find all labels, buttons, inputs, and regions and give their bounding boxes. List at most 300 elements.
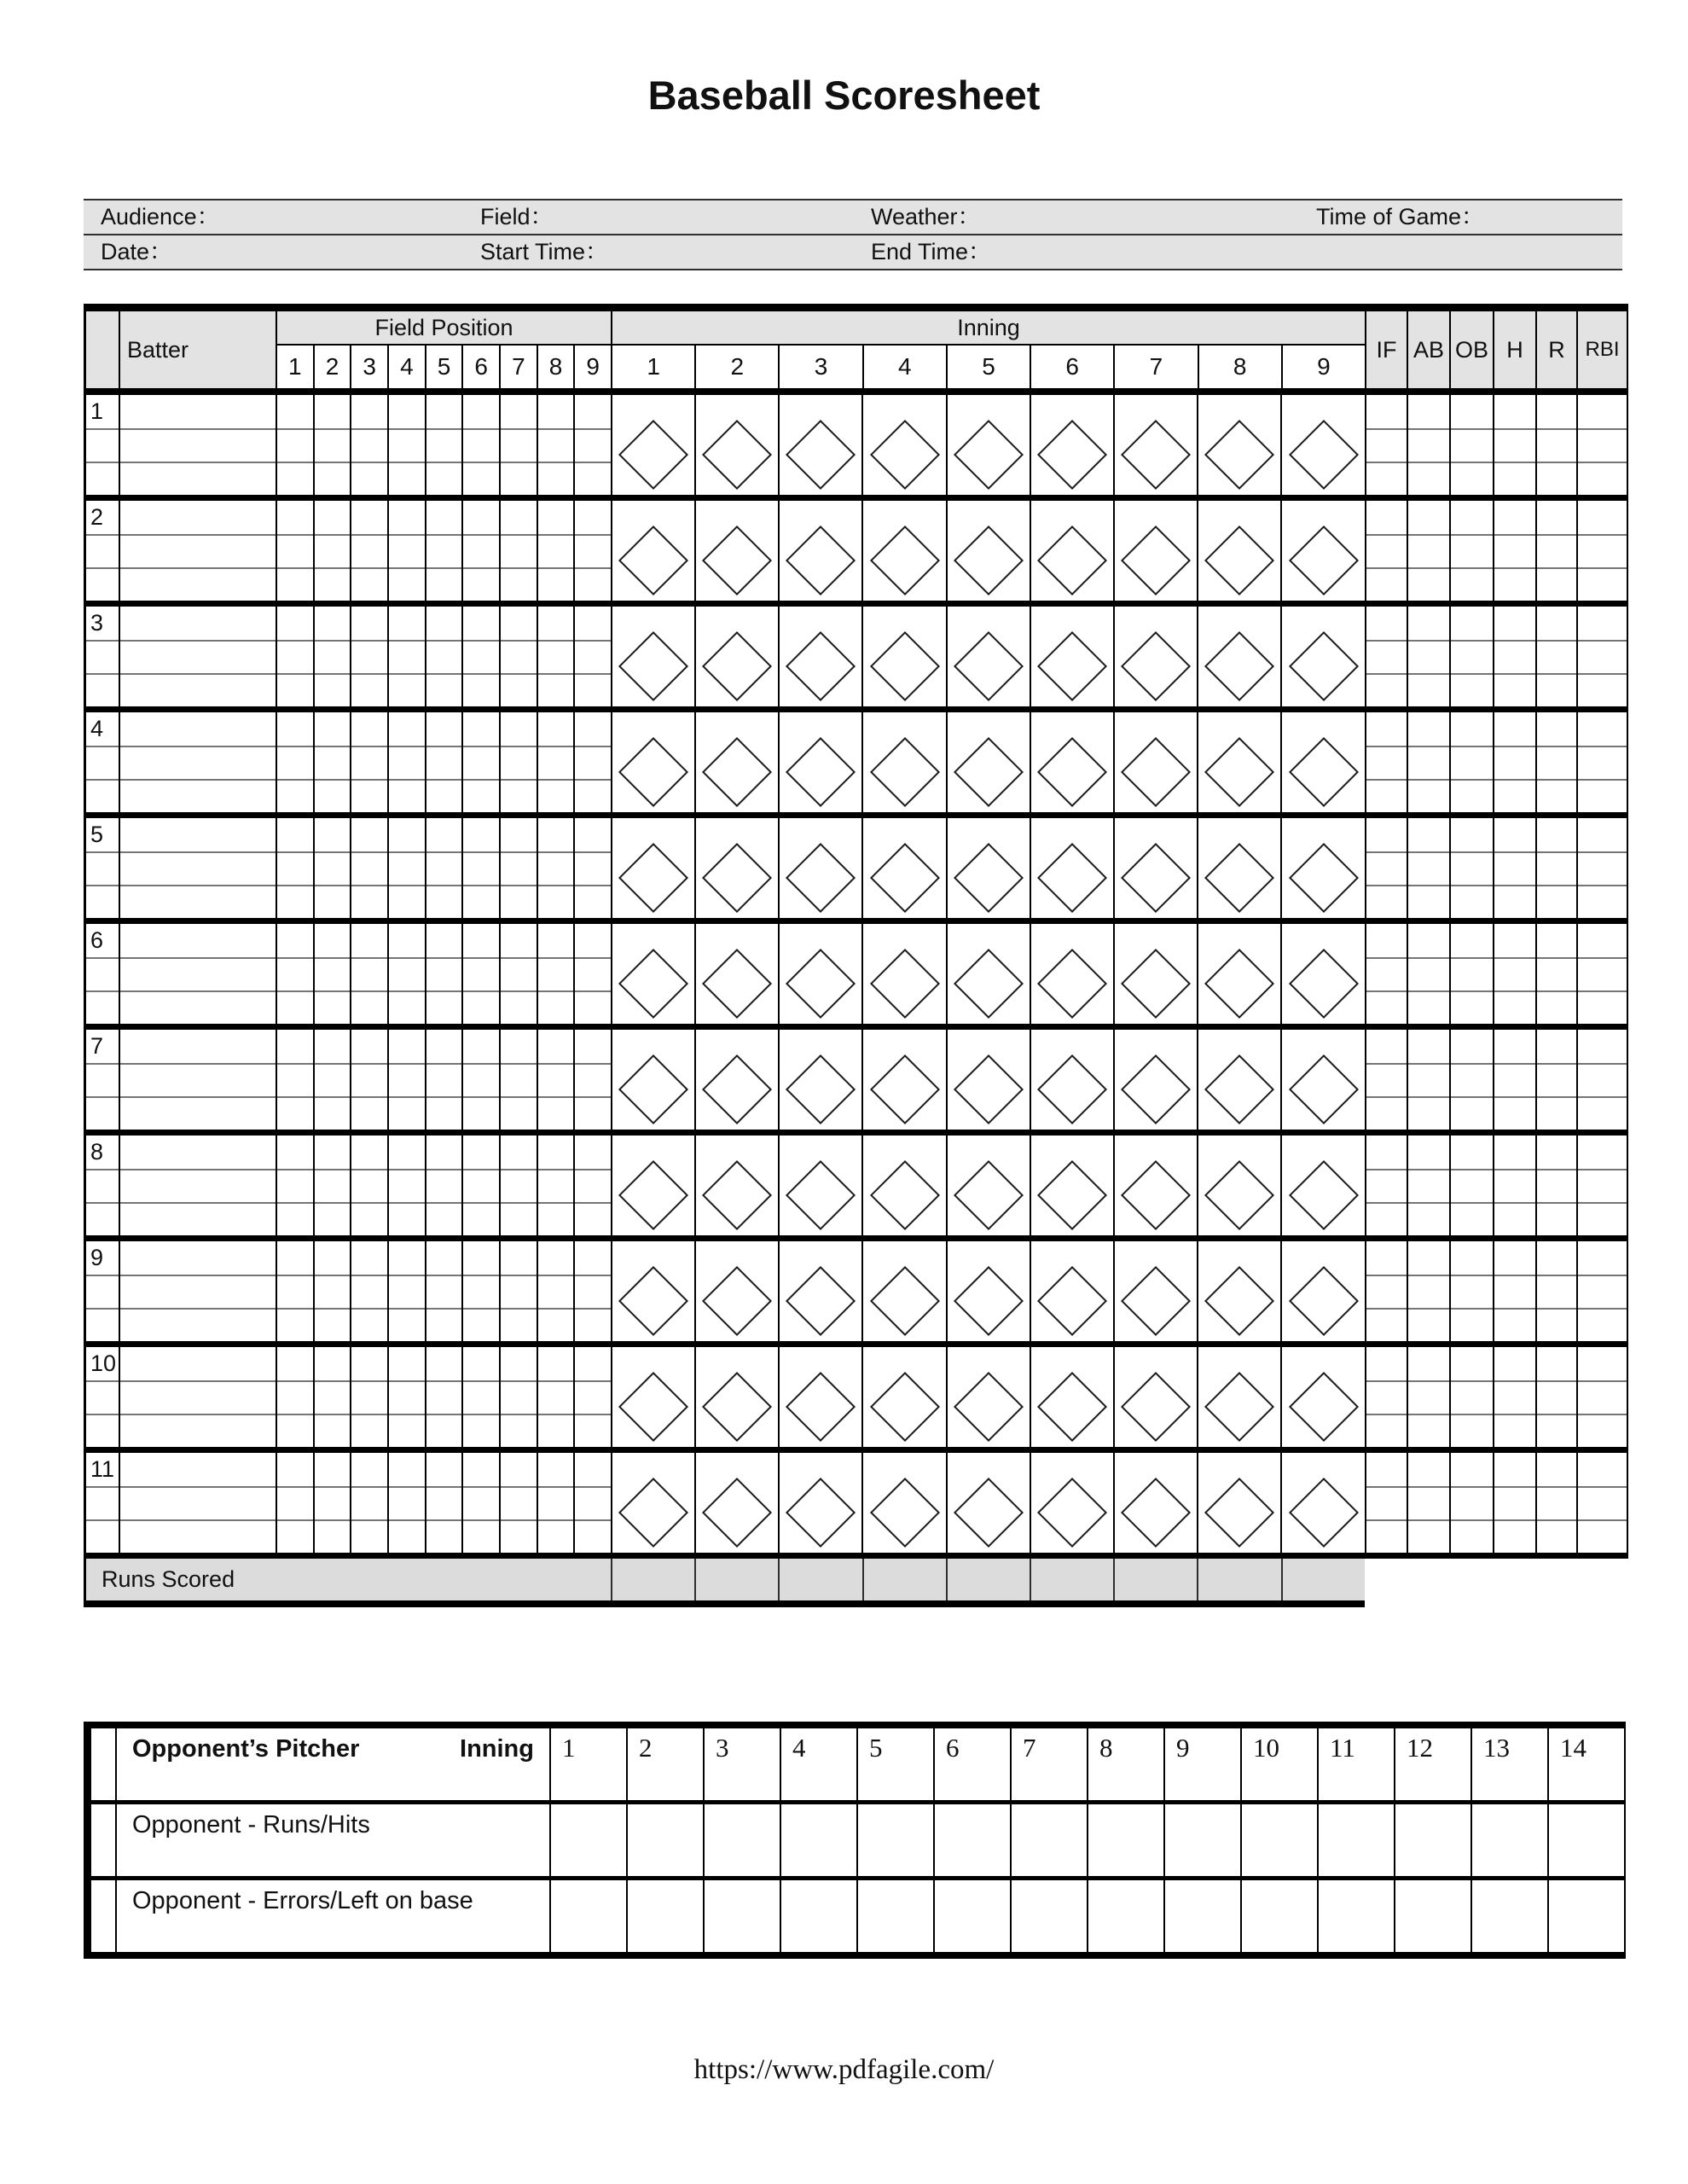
- inning-scoring-cell[interactable]: [946, 1347, 1030, 1447]
- stat-cell-r[interactable]: [1535, 1241, 1576, 1341]
- opponent-runs-hits-cell[interactable]: [1547, 1804, 1624, 1876]
- field-position-cell[interactable]: [499, 1453, 537, 1553]
- inning-scoring-cell[interactable]: [778, 1030, 861, 1130]
- field-position-cell[interactable]: [276, 924, 313, 1024]
- field-position-cell[interactable]: [537, 395, 574, 495]
- inning-scoring-cell[interactable]: [861, 1453, 945, 1553]
- stat-cell-if[interactable]: [1365, 924, 1407, 1024]
- stat-cell-ob[interactable]: [1449, 395, 1493, 495]
- stat-cell-r[interactable]: [1535, 1453, 1576, 1553]
- inning-scoring-cell[interactable]: [1113, 818, 1197, 918]
- field-position-cell[interactable]: [461, 1453, 499, 1553]
- inning-scoring-cell[interactable]: [1197, 712, 1280, 812]
- field-position-cell[interactable]: [276, 1241, 313, 1341]
- field-position-cell[interactable]: [425, 712, 462, 812]
- stat-cell-h[interactable]: [1493, 924, 1535, 1024]
- stat-cell-ob[interactable]: [1449, 1030, 1493, 1130]
- stat-cell-ab[interactable]: [1407, 1030, 1449, 1130]
- inning-scoring-cell[interactable]: [946, 1136, 1030, 1235]
- field-position-cell[interactable]: [350, 1136, 387, 1235]
- stat-cell-rbi[interactable]: [1576, 712, 1627, 812]
- stat-cell-ab[interactable]: [1407, 395, 1449, 495]
- inning-scoring-cell[interactable]: [1030, 1347, 1113, 1447]
- field-position-cell[interactable]: [461, 501, 499, 601]
- weather-field[interactable]: [854, 206, 1299, 229]
- stat-cell-h[interactable]: [1493, 395, 1535, 495]
- runs-scored-cell[interactable]: [946, 1559, 1030, 1600]
- field-position-cell[interactable]: [573, 1136, 611, 1235]
- inning-scoring-cell[interactable]: [694, 607, 778, 706]
- inning-scoring-cell[interactable]: [1280, 924, 1364, 1024]
- opponent-runs-hits-cell[interactable]: [780, 1804, 856, 1876]
- stat-cell-ob[interactable]: [1449, 712, 1493, 812]
- opponent-runs-hits-cell[interactable]: [1317, 1804, 1394, 1876]
- inning-scoring-cell[interactable]: [1197, 1030, 1280, 1130]
- stat-cell-r[interactable]: [1535, 1347, 1576, 1447]
- opponent-errors-lob-cell[interactable]: [1394, 1880, 1470, 1952]
- field-position-cell[interactable]: [573, 501, 611, 601]
- field-position-cell[interactable]: [573, 395, 611, 495]
- inning-scoring-cell[interactable]: [1030, 1453, 1113, 1553]
- inning-scoring-cell[interactable]: [1280, 1136, 1364, 1235]
- field-position-cell[interactable]: [425, 395, 462, 495]
- inning-scoring-cell[interactable]: [1113, 1453, 1197, 1553]
- inning-scoring-cell[interactable]: [861, 1030, 945, 1130]
- field-position-cell[interactable]: [425, 1030, 462, 1130]
- stat-cell-h[interactable]: [1493, 1347, 1535, 1447]
- stat-cell-h[interactable]: [1493, 1453, 1535, 1553]
- inning-scoring-cell[interactable]: [1030, 924, 1113, 1024]
- inning-scoring-cell[interactable]: [946, 818, 1030, 918]
- inning-scoring-cell[interactable]: [778, 501, 861, 601]
- field-position-cell[interactable]: [387, 395, 425, 495]
- field-position-cell[interactable]: [313, 501, 351, 601]
- field-position-cell[interactable]: [387, 712, 425, 812]
- inning-scoring-cell[interactable]: [1113, 1136, 1197, 1235]
- inning-scoring-cell[interactable]: [861, 924, 945, 1024]
- stat-cell-r[interactable]: [1535, 607, 1576, 706]
- field-position-cell[interactable]: [573, 712, 611, 812]
- field-position-cell[interactable]: [425, 1136, 462, 1235]
- time-of-game-field[interactable]: [1299, 206, 1622, 229]
- field-position-cell[interactable]: [573, 1347, 611, 1447]
- field-position-cell[interactable]: [499, 395, 537, 495]
- inning-scoring-cell[interactable]: [1280, 501, 1364, 601]
- inning-scoring-cell[interactable]: [1030, 1241, 1113, 1341]
- field-position-cell[interactable]: [313, 818, 351, 918]
- inning-scoring-cell[interactable]: [778, 712, 861, 812]
- stat-cell-rbi[interactable]: [1576, 1453, 1627, 1553]
- inning-scoring-cell[interactable]: [778, 1241, 861, 1341]
- field-position-cell[interactable]: [313, 1347, 351, 1447]
- inning-scoring-cell[interactable]: [1030, 395, 1113, 495]
- field-position-cell[interactable]: [276, 712, 313, 812]
- inning-scoring-cell[interactable]: [611, 818, 694, 918]
- inning-scoring-cell[interactable]: [611, 607, 694, 706]
- inning-scoring-cell[interactable]: [778, 1347, 861, 1447]
- end-time-field[interactable]: [854, 241, 1622, 264]
- field-position-cell[interactable]: [313, 1241, 351, 1341]
- opponent-runs-hits-cell[interactable]: [1087, 1804, 1163, 1876]
- field-position-cell[interactable]: [350, 1347, 387, 1447]
- inning-scoring-cell[interactable]: [946, 712, 1030, 812]
- field-field[interactable]: [463, 206, 854, 229]
- field-position-cell[interactable]: [537, 1030, 574, 1130]
- runs-scored-cell[interactable]: [1281, 1559, 1365, 1600]
- inning-scoring-cell[interactable]: [611, 924, 694, 1024]
- field-position-cell[interactable]: [537, 1136, 574, 1235]
- inning-scoring-cell[interactable]: [1030, 607, 1113, 706]
- field-position-cell[interactable]: [425, 1453, 462, 1553]
- batter-name-cell[interactable]: [119, 607, 276, 706]
- opponent-runs-hits-cell[interactable]: [1010, 1804, 1087, 1876]
- inning-scoring-cell[interactable]: [861, 712, 945, 812]
- stat-cell-if[interactable]: [1365, 1136, 1407, 1235]
- field-position-cell[interactable]: [537, 501, 574, 601]
- stat-cell-if[interactable]: [1365, 818, 1407, 918]
- field-position-cell[interactable]: [387, 818, 425, 918]
- field-position-cell[interactable]: [499, 1347, 537, 1447]
- opponent-errors-lob-cell[interactable]: [1163, 1880, 1240, 1952]
- inning-scoring-cell[interactable]: [946, 395, 1030, 495]
- field-position-cell[interactable]: [387, 1030, 425, 1130]
- stat-cell-r[interactable]: [1535, 712, 1576, 812]
- inning-scoring-cell[interactable]: [611, 1241, 694, 1341]
- field-position-cell[interactable]: [573, 818, 611, 918]
- opponent-errors-lob-cell[interactable]: [1547, 1880, 1624, 1952]
- opponent-runs-hits-cell[interactable]: [1470, 1804, 1547, 1876]
- batter-name-cell[interactable]: [119, 1347, 276, 1447]
- stat-cell-ob[interactable]: [1449, 501, 1493, 601]
- stat-cell-if[interactable]: [1365, 712, 1407, 812]
- opponent-errors-lob-cell[interactable]: [780, 1880, 856, 1952]
- field-position-cell[interactable]: [387, 607, 425, 706]
- inning-scoring-cell[interactable]: [1280, 1453, 1364, 1553]
- inning-scoring-cell[interactable]: [611, 395, 694, 495]
- field-position-cell[interactable]: [313, 607, 351, 706]
- stat-cell-if[interactable]: [1365, 395, 1407, 495]
- field-position-cell[interactable]: [573, 1453, 611, 1553]
- inning-scoring-cell[interactable]: [1280, 1347, 1364, 1447]
- field-position-cell[interactable]: [461, 1347, 499, 1447]
- field-position-cell[interactable]: [499, 607, 537, 706]
- stat-cell-ab[interactable]: [1407, 818, 1449, 918]
- stat-cell-if[interactable]: [1365, 1030, 1407, 1130]
- date-field[interactable]: [84, 241, 463, 264]
- inning-scoring-cell[interactable]: [694, 712, 778, 812]
- inning-scoring-cell[interactable]: [778, 924, 861, 1024]
- stat-cell-ab[interactable]: [1407, 501, 1449, 601]
- stat-cell-rbi[interactable]: [1576, 501, 1627, 601]
- stat-cell-rbi[interactable]: [1576, 818, 1627, 918]
- field-position-cell[interactable]: [499, 501, 537, 601]
- stat-cell-rbi[interactable]: [1576, 1347, 1627, 1447]
- field-position-cell[interactable]: [573, 607, 611, 706]
- stat-cell-r[interactable]: [1535, 395, 1576, 495]
- field-position-cell[interactable]: [537, 1453, 574, 1553]
- field-position-cell[interactable]: [425, 818, 462, 918]
- stat-cell-ab[interactable]: [1407, 607, 1449, 706]
- batter-name-cell[interactable]: [119, 501, 276, 601]
- inning-scoring-cell[interactable]: [946, 607, 1030, 706]
- opponent-runs-hits-cell[interactable]: [549, 1804, 626, 1876]
- opponent-errors-lob-cell[interactable]: [703, 1880, 780, 1952]
- field-position-cell[interactable]: [573, 924, 611, 1024]
- inning-scoring-cell[interactable]: [611, 1136, 694, 1235]
- runs-scored-cell[interactable]: [1113, 1559, 1197, 1600]
- stat-cell-ab[interactable]: [1407, 924, 1449, 1024]
- inning-scoring-cell[interactable]: [694, 924, 778, 1024]
- inning-scoring-cell[interactable]: [1113, 501, 1197, 601]
- stat-cell-rbi[interactable]: [1576, 1030, 1627, 1130]
- inning-scoring-cell[interactable]: [1113, 1241, 1197, 1341]
- stat-cell-rbi[interactable]: [1576, 395, 1627, 495]
- stat-cell-ob[interactable]: [1449, 1347, 1493, 1447]
- field-position-cell[interactable]: [313, 395, 351, 495]
- batter-name-cell[interactable]: [119, 395, 276, 495]
- field-position-cell[interactable]: [425, 501, 462, 601]
- stat-cell-ab[interactable]: [1407, 712, 1449, 812]
- inning-scoring-cell[interactable]: [1113, 712, 1197, 812]
- field-position-cell[interactable]: [461, 607, 499, 706]
- opponent-errors-lob-cell[interactable]: [1317, 1880, 1394, 1952]
- stat-cell-rbi[interactable]: [1576, 607, 1627, 706]
- field-position-cell[interactable]: [313, 712, 351, 812]
- stat-cell-if[interactable]: [1365, 1347, 1407, 1447]
- opponent-runs-hits-cell[interactable]: [1240, 1804, 1317, 1876]
- inning-scoring-cell[interactable]: [1280, 1030, 1364, 1130]
- inning-scoring-cell[interactable]: [1197, 818, 1280, 918]
- field-position-cell[interactable]: [461, 924, 499, 1024]
- inning-scoring-cell[interactable]: [946, 1030, 1030, 1130]
- stat-cell-h[interactable]: [1493, 1136, 1535, 1235]
- inning-scoring-cell[interactable]: [778, 607, 861, 706]
- inning-scoring-cell[interactable]: [778, 1136, 861, 1235]
- field-position-cell[interactable]: [313, 1453, 351, 1553]
- field-position-cell[interactable]: [499, 1136, 537, 1235]
- field-position-cell[interactable]: [313, 1136, 351, 1235]
- inning-scoring-cell[interactable]: [1197, 607, 1280, 706]
- start-time-field[interactable]: [463, 241, 854, 264]
- field-position-cell[interactable]: [537, 607, 574, 706]
- field-position-cell[interactable]: [573, 1241, 611, 1341]
- opponent-errors-lob-cell[interactable]: [1087, 1880, 1163, 1952]
- field-position-cell[interactable]: [276, 395, 313, 495]
- stat-cell-rbi[interactable]: [1576, 1136, 1627, 1235]
- inning-scoring-cell[interactable]: [611, 1347, 694, 1447]
- field-position-cell[interactable]: [425, 924, 462, 1024]
- inning-scoring-cell[interactable]: [1030, 1030, 1113, 1130]
- stat-cell-h[interactable]: [1493, 501, 1535, 601]
- batter-name-cell[interactable]: [119, 924, 276, 1024]
- stat-cell-ob[interactable]: [1449, 607, 1493, 706]
- stat-cell-r[interactable]: [1535, 501, 1576, 601]
- inning-scoring-cell[interactable]: [1280, 712, 1364, 812]
- inning-scoring-cell[interactable]: [611, 1030, 694, 1130]
- stat-cell-ob[interactable]: [1449, 818, 1493, 918]
- field-position-cell[interactable]: [276, 607, 313, 706]
- field-position-cell[interactable]: [461, 1030, 499, 1130]
- field-position-cell[interactable]: [461, 1241, 499, 1341]
- field-position-cell[interactable]: [425, 1241, 462, 1341]
- runs-scored-cell[interactable]: [1197, 1559, 1280, 1600]
- field-position-cell[interactable]: [350, 395, 387, 495]
- inning-scoring-cell[interactable]: [861, 501, 945, 601]
- inning-scoring-cell[interactable]: [778, 818, 861, 918]
- inning-scoring-cell[interactable]: [694, 1347, 778, 1447]
- stat-cell-if[interactable]: [1365, 1241, 1407, 1341]
- opponent-errors-lob-cell[interactable]: [1240, 1880, 1317, 1952]
- stat-cell-h[interactable]: [1493, 1241, 1535, 1341]
- field-position-cell[interactable]: [350, 712, 387, 812]
- inning-scoring-cell[interactable]: [611, 1453, 694, 1553]
- field-position-cell[interactable]: [537, 1241, 574, 1341]
- inning-scoring-cell[interactable]: [1197, 1453, 1280, 1553]
- inning-scoring-cell[interactable]: [1030, 712, 1113, 812]
- inning-scoring-cell[interactable]: [946, 1241, 1030, 1341]
- stat-cell-ab[interactable]: [1407, 1453, 1449, 1553]
- batter-name-cell[interactable]: [119, 1453, 276, 1553]
- field-position-cell[interactable]: [499, 712, 537, 812]
- stat-cell-r[interactable]: [1535, 818, 1576, 918]
- field-position-cell[interactable]: [350, 924, 387, 1024]
- opponent-runs-hits-cell[interactable]: [856, 1804, 933, 1876]
- inning-scoring-cell[interactable]: [946, 501, 1030, 601]
- inning-scoring-cell[interactable]: [778, 395, 861, 495]
- field-position-cell[interactable]: [461, 395, 499, 495]
- opponent-errors-lob-cell[interactable]: [626, 1880, 703, 1952]
- field-position-cell[interactable]: [387, 1453, 425, 1553]
- field-position-cell[interactable]: [350, 501, 387, 601]
- field-position-cell[interactable]: [313, 924, 351, 1024]
- stat-cell-ab[interactable]: [1407, 1241, 1449, 1341]
- inning-scoring-cell[interactable]: [1113, 1347, 1197, 1447]
- opponent-runs-hits-cell[interactable]: [626, 1804, 703, 1876]
- field-position-cell[interactable]: [276, 1453, 313, 1553]
- field-position-cell[interactable]: [499, 1241, 537, 1341]
- inning-scoring-cell[interactable]: [694, 1241, 778, 1341]
- stat-cell-h[interactable]: [1493, 818, 1535, 918]
- inning-scoring-cell[interactable]: [1280, 395, 1364, 495]
- stat-cell-h[interactable]: [1493, 1030, 1535, 1130]
- inning-scoring-cell[interactable]: [1280, 607, 1364, 706]
- field-position-cell[interactable]: [276, 501, 313, 601]
- inning-scoring-cell[interactable]: [861, 1136, 945, 1235]
- inning-scoring-cell[interactable]: [1197, 501, 1280, 601]
- batter-name-cell[interactable]: [119, 712, 276, 812]
- inning-scoring-cell[interactable]: [1030, 501, 1113, 601]
- inning-scoring-cell[interactable]: [861, 1347, 945, 1447]
- field-position-cell[interactable]: [387, 501, 425, 601]
- field-position-cell[interactable]: [350, 1241, 387, 1341]
- field-position-cell[interactable]: [350, 1030, 387, 1130]
- opponent-errors-lob-cell[interactable]: [1010, 1880, 1087, 1952]
- batter-name-cell[interactable]: [119, 818, 276, 918]
- field-position-cell[interactable]: [276, 1136, 313, 1235]
- runs-scored-cell[interactable]: [862, 1559, 946, 1600]
- inning-scoring-cell[interactable]: [1113, 924, 1197, 1024]
- inning-scoring-cell[interactable]: [861, 818, 945, 918]
- opponent-runs-hits-cell[interactable]: [1394, 1804, 1470, 1876]
- inning-scoring-cell[interactable]: [1280, 1241, 1364, 1341]
- field-position-cell[interactable]: [537, 712, 574, 812]
- inning-scoring-cell[interactable]: [1113, 395, 1197, 495]
- field-position-cell[interactable]: [537, 1347, 574, 1447]
- inning-scoring-cell[interactable]: [1197, 1241, 1280, 1341]
- stat-cell-ob[interactable]: [1449, 1136, 1493, 1235]
- stat-cell-rbi[interactable]: [1576, 924, 1627, 1024]
- inning-scoring-cell[interactable]: [694, 818, 778, 918]
- runs-scored-cell[interactable]: [611, 1559, 694, 1600]
- inning-scoring-cell[interactable]: [946, 924, 1030, 1024]
- field-position-cell[interactable]: [387, 1241, 425, 1341]
- stat-cell-ab[interactable]: [1407, 1136, 1449, 1235]
- field-position-cell[interactable]: [499, 818, 537, 918]
- field-position-cell[interactable]: [573, 1030, 611, 1130]
- field-position-cell[interactable]: [387, 1347, 425, 1447]
- inning-scoring-cell[interactable]: [1030, 818, 1113, 918]
- inning-scoring-cell[interactable]: [1197, 1136, 1280, 1235]
- inning-scoring-cell[interactable]: [861, 1241, 945, 1341]
- field-position-cell[interactable]: [276, 1347, 313, 1447]
- stat-cell-ob[interactable]: [1449, 1241, 1493, 1341]
- stat-cell-ab[interactable]: [1407, 1347, 1449, 1447]
- opponent-errors-lob-cell[interactable]: [1470, 1880, 1547, 1952]
- stat-cell-rbi[interactable]: [1576, 1241, 1627, 1341]
- field-position-cell[interactable]: [537, 924, 574, 1024]
- inning-scoring-cell[interactable]: [1113, 1030, 1197, 1130]
- field-position-cell[interactable]: [276, 818, 313, 918]
- batter-name-cell[interactable]: [119, 1030, 276, 1130]
- inning-scoring-cell[interactable]: [1280, 818, 1364, 918]
- field-position-cell[interactable]: [499, 924, 537, 1024]
- inning-scoring-cell[interactable]: [694, 501, 778, 601]
- inning-scoring-cell[interactable]: [694, 1030, 778, 1130]
- field-position-cell[interactable]: [350, 607, 387, 706]
- field-position-cell[interactable]: [499, 1030, 537, 1130]
- stat-cell-r[interactable]: [1535, 1136, 1576, 1235]
- inning-scoring-cell[interactable]: [861, 395, 945, 495]
- stat-cell-if[interactable]: [1365, 607, 1407, 706]
- field-position-cell[interactable]: [461, 1136, 499, 1235]
- field-position-cell[interactable]: [387, 924, 425, 1024]
- opponent-runs-hits-cell[interactable]: [703, 1804, 780, 1876]
- inning-scoring-cell[interactable]: [1197, 395, 1280, 495]
- field-position-cell[interactable]: [350, 1453, 387, 1553]
- stat-cell-if[interactable]: [1365, 1453, 1407, 1553]
- field-position-cell[interactable]: [276, 1030, 313, 1130]
- stat-cell-if[interactable]: [1365, 501, 1407, 601]
- batter-name-cell[interactable]: [119, 1136, 276, 1235]
- inning-scoring-cell[interactable]: [778, 1453, 861, 1553]
- stat-cell-ob[interactable]: [1449, 1453, 1493, 1553]
- audience-field[interactable]: [84, 206, 463, 229]
- inning-scoring-cell[interactable]: [1113, 607, 1197, 706]
- field-position-cell[interactable]: [313, 1030, 351, 1130]
- inning-scoring-cell[interactable]: [1197, 924, 1280, 1024]
- field-position-cell[interactable]: [387, 1136, 425, 1235]
- inning-scoring-cell[interactable]: [611, 712, 694, 812]
- inning-scoring-cell[interactable]: [1197, 1347, 1280, 1447]
- opponent-errors-lob-cell[interactable]: [933, 1880, 1010, 1952]
- opponent-runs-hits-cell[interactable]: [1163, 1804, 1240, 1876]
- inning-scoring-cell[interactable]: [946, 1453, 1030, 1553]
- stat-cell-h[interactable]: [1493, 607, 1535, 706]
- stat-cell-r[interactable]: [1535, 924, 1576, 1024]
- runs-scored-cell[interactable]: [694, 1559, 778, 1600]
- inning-scoring-cell[interactable]: [694, 1453, 778, 1553]
- opponent-errors-lob-cell[interactable]: [856, 1880, 933, 1952]
